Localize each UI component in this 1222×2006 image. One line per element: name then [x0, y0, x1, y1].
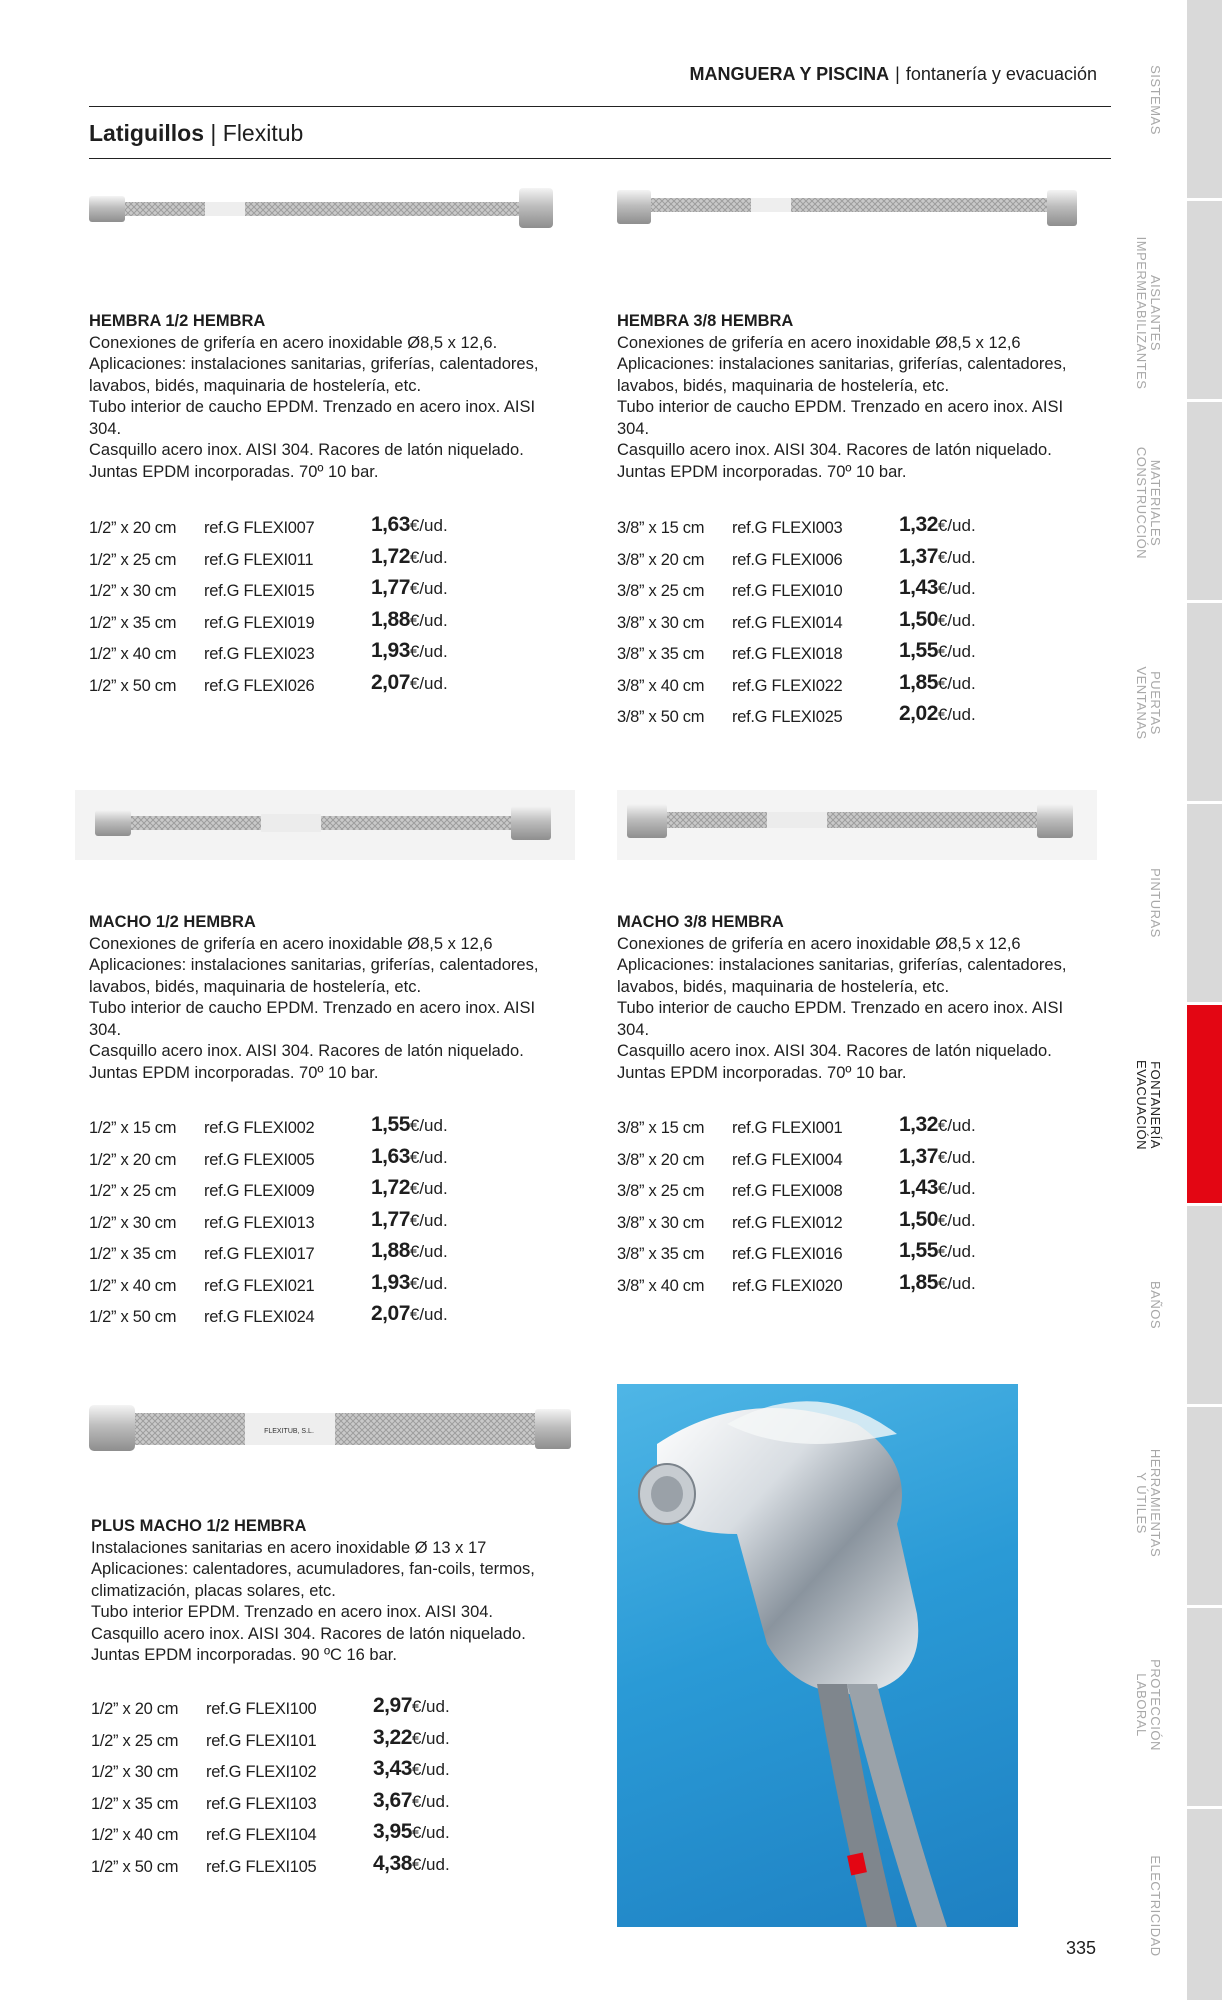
size: 3/8” x 30 cm [617, 613, 705, 632]
price-unit: €/ud. [937, 547, 976, 567]
price: 2,07 [371, 670, 410, 694]
header-subsection: fontanería y evacuación [905, 64, 1097, 84]
price-row [89, 576, 589, 608]
product-desc-line: Casquillo acero inox. AISI 304. Racores de latón niquelado. [617, 441, 1052, 459]
size: 1/2” x 30 cm [89, 1213, 177, 1232]
reference: ref.G FLEXI026 [204, 676, 315, 695]
product-desc-line: lavabos, bidés, maquinaria de hostelería, etc. [89, 376, 422, 395]
side-tab-sistemas[interactable] [1187, 0, 1222, 198]
reference: ref.G FLEXI008 [732, 1182, 843, 1200]
price-row [89, 1271, 589, 1303]
price: 1,77 [371, 1207, 410, 1231]
size: 1/2” x 20 cm [89, 1150, 177, 1169]
size: 3/8” x 15 cm [617, 519, 705, 537]
reference: ref.G FLEXI018 [732, 645, 843, 663]
reference: ref.G FLEXI021 [204, 1276, 315, 1295]
price-row [91, 1726, 591, 1758]
side-tab-pinturas[interactable] [1187, 804, 1222, 1002]
side-tab-electricidad[interactable] [1187, 1809, 1222, 2000]
product-desc-line: Conexiones de grifería en acero inoxidable Ø8,5 x 12,6 [617, 934, 1021, 953]
size: 3/8” x 15 cm [617, 1119, 705, 1137]
size: 3/8” x 20 cm [617, 1150, 705, 1169]
side-tab-label: PROTECCIÓN LABORAL [1134, 1659, 1163, 1751]
side-tab-label: PINTURAS [1148, 868, 1163, 938]
price: 1,72 [371, 544, 410, 568]
side-tab-materiales[interactable] [1187, 402, 1222, 600]
size: 3/8” x 40 cm [617, 676, 705, 695]
price-unit: €/ud. [409, 1210, 448, 1230]
price-row [617, 702, 1117, 734]
size: 1/2” x 25 cm [89, 550, 177, 569]
price: 1,88 [371, 607, 410, 631]
product-desc-line: Aplicaciones: instalaciones sanitarias, griferías, calentadores, [617, 355, 1067, 373]
reference: ref.G FLEXI019 [204, 613, 315, 632]
price-unit: €/ud. [937, 642, 976, 661]
product-desc-line: Casquillo acero inox. AISI 304. Racores de latón niquelado. [89, 441, 524, 459]
reference: ref.G FLEXI009 [204, 1182, 315, 1200]
price-row [617, 1271, 1117, 1303]
reference: ref.G FLEXI002 [204, 1119, 315, 1137]
product-description [617, 912, 1117, 1084]
price: 1,37 [899, 1144, 938, 1168]
product-desc-line: Tubo interior de caucho EPDM. Trenzado en acero inox. AISI [89, 398, 536, 416]
title-main: Latiguillos [89, 120, 204, 146]
price: 3,22 [373, 1725, 412, 1749]
reference: ref.G FLEXI013 [204, 1213, 315, 1232]
page-header [89, 60, 1111, 107]
price: 2,07 [371, 1302, 410, 1325]
product-desc-line: Aplicaciones: instalaciones sanitarias, griferías, calentadores, [89, 956, 539, 974]
product-desc-line: lavabos, bidés, maquinaria de hostelería, etc. [617, 376, 950, 395]
price-unit: €/ud. [409, 1147, 448, 1167]
price-unit: €/ud. [411, 1760, 450, 1779]
price-unit: €/ud. [937, 610, 976, 630]
price-unit: €/ud. [937, 1147, 976, 1167]
price-row [89, 1239, 589, 1271]
product-desc-line: 304. [89, 1020, 122, 1039]
hose-photo-hembra-1-2 [89, 180, 569, 250]
product-desc-line: Tubo interior de caucho EPDM. Trenzado en acero inox. AISI [617, 999, 1064, 1017]
product-desc-line: 304. [89, 419, 122, 438]
product-desc-line: 304. [617, 419, 650, 438]
price-unit: €/ud. [409, 1273, 448, 1293]
price-table [91, 1694, 591, 1883]
product-desc-line: Tubo interior EPDM. Trenzado en acero inox. AISI 304. [91, 1603, 494, 1621]
reference: ref.G FLEXI017 [204, 1245, 315, 1263]
size: 1/2” x 30 cm [89, 582, 177, 600]
page-title [89, 118, 1111, 159]
price-unit: €/ud. [409, 1116, 448, 1135]
size: 1/2” x 15 cm [89, 1119, 177, 1137]
price: 1,50 [899, 607, 938, 631]
product-desc-line: Conexiones de grifería en acero inoxidable Ø8,5 x 12,6. [89, 333, 498, 352]
price-unit: €/ud. [937, 516, 976, 535]
size: 3/8” x 50 cm [617, 708, 705, 726]
size: 1/2” x 40 cm [89, 1276, 177, 1295]
product-description [89, 912, 589, 1084]
price-row [617, 639, 1117, 671]
side-tab-proteccion[interactable] [1187, 1608, 1222, 1806]
price-table [617, 513, 1117, 734]
reference: ref.G FLEXI100 [206, 1700, 317, 1718]
price-table [89, 1113, 589, 1334]
price-unit: €/ud. [409, 1179, 448, 1198]
side-tab-puertas[interactable] [1187, 603, 1222, 801]
header-separator: | [895, 64, 900, 84]
price-row [617, 1239, 1117, 1271]
side-tab-label: HERRAMIENTAS Y ÚTILES [1134, 1448, 1163, 1558]
product-desc-line: Juntas EPDM incorporadas. 70º 10 bar. [89, 1063, 379, 1082]
hose-photo-macho-1-2 [75, 790, 575, 860]
product-desc-line: climatización, placas solares, etc. [91, 1581, 336, 1600]
side-tab-aislantes[interactable] [1187, 201, 1222, 399]
product-name: HEMBRA 1/2 HEMBRA [89, 312, 266, 330]
size: 3/8” x 25 cm [617, 582, 705, 600]
price: 2,97 [373, 1694, 412, 1717]
product-desc-line: Juntas EPDM incorporadas. 70º 10 bar. [617, 1063, 907, 1082]
title-separator: | [210, 120, 217, 146]
side-tab-label: PUERTAS VENTANAS [1134, 666, 1163, 740]
reference: ref.G FLEXI005 [204, 1150, 315, 1169]
product-desc-line: Juntas EPDM incorporadas. 70º 10 bar. [617, 462, 907, 481]
product-desc-line: Instalaciones sanitarias en acero inoxidable Ø 13 x 17 [91, 1538, 487, 1557]
price-row [89, 513, 589, 545]
price-unit: €/ud. [411, 1854, 450, 1874]
product-name: PLUS MACHO 1/2 HEMBRA [91, 1517, 307, 1535]
price: 1,32 [899, 1113, 938, 1136]
reference: ref.G FLEXI012 [732, 1213, 843, 1232]
reference: ref.G FLEXI015 [204, 582, 315, 600]
price-row [91, 1852, 591, 1884]
product-desc-line: Juntas EPDM incorporadas. 90 ºC 16 bar. [91, 1646, 397, 1664]
reference: ref.G FLEXI010 [732, 582, 843, 600]
size: 1/2” x 35 cm [89, 613, 177, 632]
product-desc-line: lavabos, bidés, maquinaria de hostelería, etc. [617, 977, 950, 996]
size: 1/2” x 50 cm [91, 1857, 179, 1876]
price-row [617, 1176, 1117, 1208]
size: 1/2” x 35 cm [91, 1794, 179, 1813]
price: 1,43 [899, 1176, 938, 1199]
price-unit: €/ud. [411, 1697, 450, 1716]
product-desc-line: Tubo interior de caucho EPDM. Trenzado en acero inox. AISI [89, 999, 536, 1017]
price: 1,63 [371, 513, 410, 536]
product-desc-line: Casquillo acero inox. AISI 304. Racores de latón niquelado. [89, 1042, 524, 1060]
side-tab-label: AISLANTES IMPERMEABILIZANTES [1134, 236, 1163, 390]
size: 3/8” x 35 cm [617, 1245, 705, 1263]
price: 1,37 [899, 544, 938, 568]
product-description [617, 311, 1117, 483]
price: 1,55 [899, 1239, 938, 1262]
price-row [91, 1757, 591, 1789]
price-unit: €/ud. [409, 1305, 448, 1324]
price-unit: €/ud. [937, 673, 976, 693]
price-unit: €/ud. [411, 1791, 450, 1811]
product-desc-line: Casquillo acero inox. AISI 304. Racores de latón niquelado. [91, 1624, 526, 1643]
header-section: MANGUERA Y PISCINA [689, 64, 890, 84]
hose-photo-plus-macho [89, 1385, 579, 1475]
side-tab-label: BAÑOS [1148, 1280, 1163, 1329]
price-row [617, 1113, 1117, 1145]
reference: ref.G FLEXI023 [204, 645, 315, 663]
price-row [617, 513, 1117, 545]
product-description [89, 311, 589, 483]
size: 3/8” x 40 cm [617, 1276, 705, 1295]
price-table [617, 1113, 1117, 1302]
size: 1/2” x 20 cm [91, 1700, 179, 1718]
reference: ref.G FLEXI016 [732, 1245, 843, 1263]
hose-photo-hembra-3-8 [617, 180, 1097, 250]
price-row [89, 608, 589, 640]
price: 3,43 [373, 1757, 412, 1780]
price: 1,88 [371, 1239, 410, 1262]
product-name: MACHO 3/8 HEMBRA [617, 913, 784, 931]
size: 1/2” x 50 cm [89, 1308, 177, 1326]
reference: ref.G FLEXI020 [732, 1276, 843, 1295]
price: 1,32 [899, 513, 938, 536]
price-row [91, 1694, 591, 1726]
price-unit: €/ud. [937, 1273, 976, 1293]
reference: ref.G FLEXI011 [204, 550, 314, 569]
price-unit: €/ud. [409, 610, 448, 630]
reference: ref.G FLEXI022 [732, 676, 843, 695]
price: 2,02 [899, 702, 938, 725]
size: 1/2” x 25 cm [91, 1731, 179, 1750]
product-desc-line: Aplicaciones: instalaciones sanitarias, griferías, calentadores, [89, 355, 539, 373]
product-description [91, 1516, 591, 1667]
side-tab-banos[interactable] [1187, 1206, 1222, 1404]
product-desc-line: 304. [617, 1020, 650, 1039]
price: 1,85 [899, 670, 938, 694]
price-unit: €/ud. [411, 1728, 450, 1748]
reference: ref.G FLEXI004 [732, 1150, 843, 1169]
price-unit: €/ud. [937, 1179, 976, 1198]
price-unit: €/ud. [937, 705, 976, 724]
price: 1,43 [899, 576, 938, 599]
product-desc-line: lavabos, bidés, maquinaria de hostelería, etc. [89, 977, 422, 996]
price: 1,63 [371, 1144, 410, 1168]
price: 1,77 [371, 576, 410, 599]
price-row [617, 545, 1117, 577]
side-tab-label: MATERIALES CONSTRUCCIÓN [1134, 446, 1163, 560]
size: 1/2” x 50 cm [89, 676, 177, 695]
price-row [617, 1145, 1117, 1177]
price: 1,93 [371, 1270, 410, 1294]
size: 1/2” x 40 cm [89, 645, 177, 663]
price-row [89, 1208, 589, 1240]
reference: ref.G FLEXI101 [206, 1731, 317, 1750]
product-name: MACHO 1/2 HEMBRA [89, 913, 256, 931]
reference: ref.G FLEXI105 [206, 1857, 317, 1876]
product-desc-line: Aplicaciones: calentadores, acumuladores, fan-coils, termos, [91, 1560, 535, 1578]
product-desc-line: Conexiones de grifería en acero inoxidable Ø8,5 x 12,6 [617, 333, 1021, 352]
reference: ref.G FLEXI014 [732, 613, 843, 632]
price: 1,72 [371, 1176, 410, 1199]
price: 1,55 [371, 1113, 410, 1136]
hose-photo-macho-3-8 [617, 790, 1097, 860]
product-desc-line: Aplicaciones: instalaciones sanitarias, griferías, calentadores, [617, 956, 1067, 974]
title-sub: Flexitub [222, 120, 304, 146]
product-name: HEMBRA 3/8 HEMBRA [617, 312, 794, 330]
size: 3/8” x 20 cm [617, 550, 705, 569]
reference: ref.G FLEXI007 [204, 519, 315, 537]
price-unit: €/ud. [409, 516, 448, 535]
price-row [91, 1820, 591, 1852]
side-tab-label: FONTANERÍA EVACUACIÓN [1134, 1060, 1163, 1150]
price-row [617, 608, 1117, 640]
price-row [89, 1302, 589, 1334]
price: 3,67 [373, 1788, 412, 1812]
reference: ref.G FLEXI103 [206, 1794, 317, 1813]
side-tab-label: SISTEMAS [1148, 65, 1163, 135]
reference: ref.G FLEXI104 [206, 1826, 317, 1844]
side-tab-fontaneria[interactable] [1187, 1005, 1222, 1203]
price-unit: €/ud. [411, 1823, 450, 1842]
price-table [89, 513, 589, 702]
product-desc-line: Conexiones de grifería en acero inoxidable Ø8,5 x 12,6 [89, 934, 493, 953]
price: 1,93 [371, 639, 410, 662]
price-unit: €/ud. [937, 579, 976, 598]
price-row [89, 671, 589, 703]
page-number: 335 [1066, 1938, 1097, 1958]
size: 3/8” x 25 cm [617, 1182, 705, 1200]
price-unit: €/ud. [409, 579, 448, 598]
size: 1/2” x 30 cm [91, 1763, 179, 1781]
size: 3/8” x 30 cm [617, 1213, 705, 1232]
side-tab-herramientas[interactable] [1187, 1407, 1222, 1605]
price: 1,85 [899, 1270, 938, 1294]
price-row [89, 545, 589, 577]
reference: ref.G FLEXI003 [732, 519, 843, 537]
price-row [89, 1145, 589, 1177]
reference: ref.G FLEXI024 [204, 1308, 315, 1326]
price-unit: €/ud. [409, 547, 448, 567]
price-row [89, 1176, 589, 1208]
hose-label-text: FLEXITUB, S.L. [264, 1428, 314, 1435]
price-row [91, 1789, 591, 1821]
price-unit: €/ud. [937, 1210, 976, 1230]
price: 3,95 [373, 1820, 412, 1843]
product-desc-line: Tubo interior de caucho EPDM. Trenzado en acero inox. AISI [617, 398, 1064, 416]
price-unit: €/ud. [937, 1242, 976, 1261]
reference: ref.G FLEXI025 [732, 708, 843, 726]
size: 1/2” x 40 cm [91, 1826, 179, 1844]
size: 1/2” x 25 cm [89, 1182, 177, 1200]
product-desc-line: Juntas EPDM incorporadas. 70º 10 bar. [89, 462, 379, 481]
reference: ref.G FLEXI001 [732, 1119, 843, 1137]
price: 1,50 [899, 1207, 938, 1231]
price-row [617, 1208, 1117, 1240]
price-row [89, 639, 589, 671]
side-tab-label: ELECTRICIDAD [1148, 1855, 1163, 1957]
price-row [617, 576, 1117, 608]
price-row [617, 671, 1117, 703]
price: 4,38 [373, 1851, 412, 1875]
size: 3/8” x 35 cm [617, 645, 705, 663]
size: 1/2” x 20 cm [89, 519, 177, 537]
size: 1/2” x 35 cm [89, 1245, 177, 1263]
reference: ref.G FLEXI006 [732, 550, 843, 569]
price-unit: €/ud. [409, 1242, 448, 1261]
price: 1,55 [899, 639, 938, 662]
reference: ref.G FLEXI102 [206, 1763, 317, 1781]
price-unit: €/ud. [409, 642, 448, 661]
price-row [89, 1113, 589, 1145]
price-unit: €/ud. [409, 673, 448, 693]
product-desc-line: Casquillo acero inox. AISI 304. Racores de latón niquelado. [617, 1042, 1052, 1060]
price-unit: €/ud. [937, 1116, 976, 1135]
faucet-photo [617, 1384, 1018, 1927]
